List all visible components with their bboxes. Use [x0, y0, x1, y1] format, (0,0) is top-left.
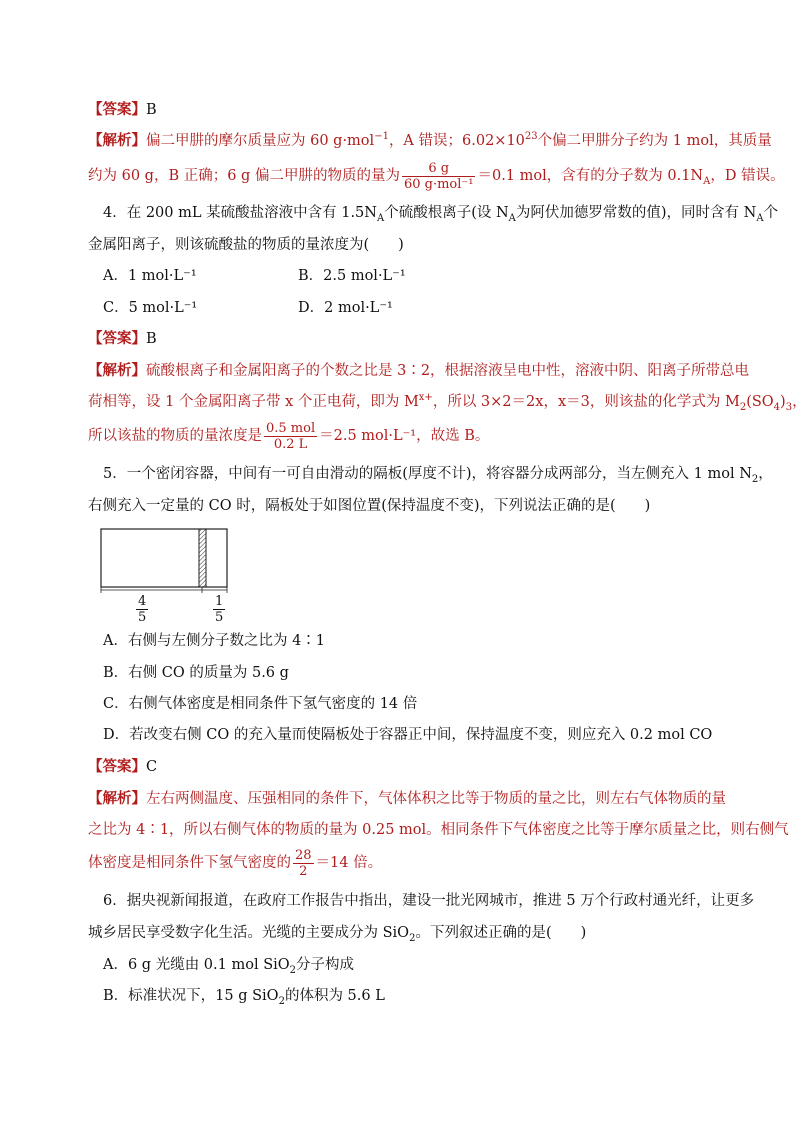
- text: 个偏二甲肼分子约为 1 mol，其质量: [537, 133, 772, 149]
- answer-value: B: [146, 331, 157, 347]
- text: ，: [792, 394, 807, 410]
- partition-board: [199, 529, 206, 587]
- subscript: 2: [278, 995, 285, 1007]
- fraction: [402, 161, 476, 192]
- q5-analysis-line3: [88, 847, 382, 879]
- superscript: 23: [524, 131, 538, 143]
- q5-option-b: B．右侧 CO 的质量为 5.6 g: [103, 665, 289, 681]
- q4-answer: [88, 329, 157, 349]
- diagram-right-ratio: [213, 594, 225, 625]
- diagram-left-ratio: [136, 594, 148, 625]
- container-outline: [101, 529, 227, 587]
- answer-label: 【答案】: [88, 758, 146, 775]
- text: ，A 错误；6.02×10: [388, 133, 525, 149]
- text: ，所以 3×2＝2x，x＝3，则该盐的化学式为 M: [432, 394, 740, 410]
- q6-stem-line1: 6．据央视新闻报道，在政府工作报告中指出，建设一批光网城市，推进 5 万个行政村通光纤，让更多: [103, 893, 755, 909]
- text: 个硫酸根离子(设 N: [384, 205, 509, 221]
- q5-answer: [88, 757, 157, 777]
- q5-stem-line2: 右侧充入一定量的 CO 时，隔板处于如图位置(保持温度不变)，下列说法正确的是( ): [88, 498, 651, 514]
- q6-stem-line2: [88, 923, 586, 943]
- text: 左右两侧温度、压强相同的条件下，气体体积之比等于物质的量之比，则左右气体物质的量: [146, 791, 726, 807]
- fraction-denominator: 5: [215, 610, 224, 625]
- q3-analysis-line2: [88, 160, 785, 192]
- text: 为阿伏加德罗常数的值)，同时含有 N: [515, 205, 757, 221]
- fraction: [264, 421, 317, 452]
- subscript: A: [703, 175, 711, 187]
- text: ＝14 倍。: [315, 855, 383, 871]
- answer-label: 【答案】: [88, 330, 146, 347]
- text: 硫酸根离子和金属阳离子的个数之比是 3∶2，根据溶液呈电中性，溶液中阴、阳离子所带总电: [146, 363, 750, 379]
- fraction-denominator: 60 g·mol⁻¹: [403, 176, 474, 192]
- fraction-numerator: 1: [215, 594, 224, 609]
- subscript: 3: [785, 401, 793, 413]
- text: 的体积为 5.6 L: [284, 988, 385, 1004]
- text: 。下列叙述正确的是( ): [415, 925, 587, 941]
- text: 分子构成: [296, 957, 355, 973]
- text: (SO: [746, 394, 774, 410]
- q3-answer: [88, 100, 157, 120]
- q4-analysis-line1: [88, 361, 749, 381]
- fraction: [293, 848, 314, 879]
- q4-stem-line2: 金属阳离子，则该硫酸盐的物质的量浓度为( ): [88, 237, 404, 253]
- q4-analysis-line3: [88, 420, 489, 452]
- q5-analysis-line1: [88, 789, 726, 809]
- q4-option-b: B．2.5 mol·L⁻¹: [298, 268, 406, 284]
- analysis-label: 【解析】: [88, 362, 146, 379]
- text: 偏二甲肼的摩尔质量应为 60 g·mol: [146, 133, 375, 149]
- fraction-denominator: 0.2 L: [264, 436, 317, 452]
- text: 荷相等，设 1 个金属阳离子带 x 个正电荷，即为 M: [88, 394, 419, 410]
- subscript: A: [376, 212, 385, 224]
- subscript: 2: [289, 964, 297, 976]
- q6-option-a: [103, 955, 354, 975]
- text: 4．在 200 mL 某硫酸盐溶液中含有 1.5N: [103, 205, 377, 221]
- q4-option-a: A．1 mol·L⁻¹: [103, 268, 197, 284]
- fraction-numerator: 6 g: [428, 160, 450, 176]
- q5-option-d: D．若改变右侧 CO 的充入量而使隔板处于容器正中间，保持温度不变，则应充入 0.2 mol CO: [103, 727, 713, 743]
- text: ＝0.1 mol，含有的分子数为 0.1N: [477, 168, 704, 184]
- q4-option-c: C．5 mol·L⁻¹: [103, 300, 198, 316]
- superscript: x+: [418, 392, 433, 404]
- text: ＝2.5 mol·L⁻¹，故选 B。: [319, 428, 490, 444]
- subscript: 2: [739, 401, 747, 413]
- q5-analysis-line2: 之比为 4∶1，所以右侧气体的物质的量为 0.25 mol。相同条件下气体密度之比等于摩尔质量之比，则右侧气: [88, 822, 789, 838]
- text: ，D 错误。: [710, 168, 785, 184]
- answer-value: C: [146, 759, 158, 775]
- text: A．6 g 光缆由 0.1 mol SiO: [103, 957, 290, 973]
- fraction-numerator: 0.5 mol: [266, 420, 316, 436]
- text: 城乡居民享受数字化生活。光缆的主要成分为 SiO: [88, 925, 410, 941]
- text: 约为 60 g，B 正确；6 g 偏二甲肼的物质的量为: [88, 168, 400, 184]
- answer-value: B: [146, 102, 157, 118]
- fraction-denominator: 5: [138, 610, 147, 625]
- q4-option-d: D．2 mol·L⁻¹: [298, 300, 393, 316]
- q6-option-b: [103, 986, 385, 1006]
- text: 个: [763, 205, 779, 221]
- superscript: −1: [374, 131, 389, 143]
- text: B．标准状况下，15 g SiO: [103, 988, 279, 1004]
- analysis-label: 【解析】: [88, 790, 146, 807]
- text: ): [780, 394, 786, 410]
- q4-stem-line1: [103, 203, 778, 223]
- fraction-numerator: 28: [295, 847, 312, 863]
- subscript: 2: [409, 932, 416, 944]
- fraction-numerator: 4: [138, 594, 147, 609]
- analysis-label: 【解析】: [88, 132, 146, 149]
- subscript: A: [756, 212, 764, 224]
- text: 所以该盐的物质的量浓度是: [88, 428, 262, 444]
- text: 5．一个密闭容器，中间有一可自由滑动的隔板(厚度不计)，将容器分成两部分，当左侧充入 1 mol N: [103, 466, 752, 482]
- subscript: 2: [751, 473, 759, 485]
- text: ，: [758, 466, 773, 482]
- subscript: A: [508, 212, 516, 224]
- q3-analysis-line1: [88, 131, 772, 151]
- q5-option-a: A．右侧与左侧分子数之比为 4∶1: [103, 633, 326, 649]
- q5-option-c: C．右侧气体密度是相同条件下氢气密度的 14 倍: [103, 696, 418, 712]
- q4-analysis-line2: [88, 392, 807, 412]
- answer-label: 【答案】: [88, 101, 146, 118]
- text: 体密度是相同条件下氢气密度的: [88, 855, 291, 871]
- subscript: 4: [773, 401, 781, 413]
- fraction-denominator: 2: [293, 863, 314, 879]
- q5-stem-line1: [103, 464, 773, 484]
